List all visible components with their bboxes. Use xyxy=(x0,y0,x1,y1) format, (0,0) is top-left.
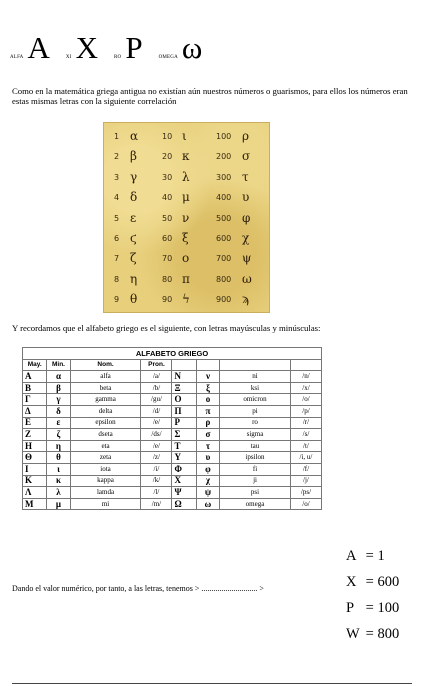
papyrus-number: 200 xyxy=(216,152,232,162)
papyrus-numeral-image xyxy=(103,122,270,313)
header-label-alfa: ALFA xyxy=(10,55,24,60)
table-cell: I xyxy=(23,463,47,475)
papyrus-number: 70 xyxy=(162,254,173,264)
papyrus-greek-numeral: ϛ xyxy=(130,231,137,245)
intro-paragraph: Como en la matemática griega antigua no existían aún nuestros números o guarismos, para ellos los números eran estas mismas letras con la siguiente correlación xyxy=(12,86,408,106)
papyrus-greek-numeral: μ xyxy=(182,190,190,205)
papyrus-greek-numeral: θ xyxy=(130,292,138,307)
table-cell: M xyxy=(23,498,47,510)
bottom-divider xyxy=(12,683,412,684)
papyrus-row xyxy=(104,251,269,272)
table-cell: /k/ xyxy=(141,475,172,487)
alphabet-intro-paragraph: Y recordamos que el alfabeto griego es el siguiente, con letras mayúsculas y minúsculas: xyxy=(12,323,321,333)
papyrus-number: 6 xyxy=(114,234,120,243)
table-cell: γ xyxy=(47,394,70,406)
header-letter-alfa: A xyxy=(27,30,50,65)
table-cell: omicron xyxy=(220,394,291,406)
value-letter: P xyxy=(346,600,355,616)
table-cell: ro xyxy=(220,417,291,429)
papyrus-number: 600 xyxy=(216,234,232,243)
table-cell: ni xyxy=(220,371,291,383)
papyrus-number: 2 xyxy=(114,152,120,162)
table-cell: Γ xyxy=(23,394,47,406)
value-letter: W xyxy=(346,626,360,642)
table-cell: /o/ xyxy=(290,394,321,406)
table-cell: μ xyxy=(47,498,70,510)
papyrus-greek-numeral: λ xyxy=(182,169,190,184)
value-letter: X xyxy=(346,574,357,590)
papyrus-row xyxy=(104,272,269,293)
table-cell: ν xyxy=(196,371,219,383)
table-cell: E xyxy=(23,417,47,429)
papyrus-number: 20 xyxy=(162,152,173,162)
papyrus-greek-numeral: ν xyxy=(182,210,190,225)
papyrus-greek-numeral: β xyxy=(130,149,137,164)
table-cell: /r/ xyxy=(290,417,321,429)
table-cell: /e/ xyxy=(141,440,172,452)
papyrus-greek-numeral: ω xyxy=(242,271,252,286)
papyrus-number: 4 xyxy=(114,193,120,203)
header-letter-ro: P xyxy=(125,30,143,65)
papyrus-number: 10 xyxy=(162,132,173,141)
value-letter: A xyxy=(346,548,357,564)
table-cell: /gu/ xyxy=(141,394,172,406)
table-cell: sigma xyxy=(220,429,291,441)
table-header-empty xyxy=(196,359,219,371)
table-cell: dseta xyxy=(70,429,141,441)
table-cell: ξ xyxy=(196,382,219,394)
table-header-pron: Pron. xyxy=(141,359,172,371)
papyrus-number: 90 xyxy=(162,295,173,305)
table-cell: Φ xyxy=(172,463,196,475)
papyrus-number: 500 xyxy=(216,213,232,223)
table-cell: υ xyxy=(196,452,219,464)
table-cell: alfa xyxy=(70,371,141,383)
table-row xyxy=(23,498,322,510)
table-cell: ρ xyxy=(196,417,219,429)
table-cell: /z/ xyxy=(141,452,172,464)
table-cell: P xyxy=(172,417,196,429)
table-header-empty xyxy=(290,359,321,371)
papyrus-greek-numeral: ψ xyxy=(242,251,252,266)
value-number: 100 xyxy=(377,600,400,616)
papyrus-number: 7 xyxy=(114,254,120,264)
table-cell: /m/ xyxy=(141,498,172,510)
table-cell: B xyxy=(23,382,47,394)
header-label-xi: XI xyxy=(65,55,72,60)
table-cell: ε xyxy=(47,417,70,429)
table-cell: delta xyxy=(70,405,141,417)
table-row xyxy=(23,382,322,394)
table-cell: ι xyxy=(47,463,70,475)
table-cell: θ xyxy=(47,452,70,464)
table-cell: ψ xyxy=(196,487,219,499)
table-cell: /p/ xyxy=(290,405,321,417)
papyrus-number: 700 xyxy=(216,254,232,264)
table-cell: φ xyxy=(196,463,219,475)
table-cell: η xyxy=(47,440,70,452)
table-cell: /o/ xyxy=(290,498,321,510)
table-header-min: Min. xyxy=(47,359,70,371)
table-cell: Σ xyxy=(172,429,196,441)
papyrus-number: 9 xyxy=(114,295,120,305)
table-cell: Ψ xyxy=(172,487,196,499)
table-cell: Π xyxy=(172,405,196,417)
value-row: X = 600 xyxy=(346,574,400,590)
table-cell: /ps/ xyxy=(290,487,321,499)
table-cell: O xyxy=(172,394,196,406)
papyrus-greek-numeral: ε xyxy=(130,210,137,225)
table-cell: eta xyxy=(70,440,141,452)
table-cell: N xyxy=(172,371,196,383)
papyrus-number: 400 xyxy=(216,193,232,203)
table-row xyxy=(23,405,322,417)
table-cell: χ xyxy=(196,475,219,487)
table-cell: /n/ xyxy=(290,371,321,383)
table-cell: ksi xyxy=(220,382,291,394)
header-letter-omega: ω xyxy=(181,30,203,65)
table-cell: kappa xyxy=(70,475,141,487)
table-cell: α xyxy=(47,371,70,383)
table-cell: /d/ xyxy=(141,405,172,417)
title-row xyxy=(10,30,202,70)
papyrus-number: 800 xyxy=(216,274,232,284)
papyrus-row xyxy=(104,211,269,232)
table-cell: Λ xyxy=(23,487,47,499)
papyrus-row xyxy=(104,190,269,211)
papyrus-number: 5 xyxy=(114,213,120,223)
table-cell: /x/ xyxy=(290,382,321,394)
table-row xyxy=(23,452,322,464)
table-row xyxy=(23,487,322,499)
papyrus-greek-numeral: η xyxy=(130,271,138,286)
papyrus-row xyxy=(104,149,269,170)
papyrus-greek-numeral: ζ xyxy=(130,251,137,266)
table-cell: ipsilon xyxy=(220,452,291,464)
table-row xyxy=(23,371,322,383)
table-row xyxy=(23,429,322,441)
table-caption: ALFABETO GRIEGO xyxy=(23,348,322,360)
table-cell: o xyxy=(196,394,219,406)
papyrus-number: 80 xyxy=(162,274,173,284)
papyrus-greek-numeral: ϡ xyxy=(242,292,249,307)
table-cell: iota xyxy=(70,463,141,475)
table-cell: T xyxy=(172,440,196,452)
table-cell: A xyxy=(23,371,47,383)
table-cell: /s/ xyxy=(290,429,321,441)
table-cell: /f/ xyxy=(290,463,321,475)
papyrus-number: 1 xyxy=(114,132,120,141)
papyrus-greek-numeral: σ xyxy=(242,149,251,164)
table-header-empty xyxy=(172,359,196,371)
header-letter-xi: X xyxy=(75,30,98,65)
value-number: 600 xyxy=(377,574,400,590)
table-cell: λ xyxy=(47,487,70,499)
table-cell: /ds/ xyxy=(141,429,172,441)
value-number: 800 xyxy=(377,626,400,642)
table-header-empty xyxy=(220,359,291,371)
papyrus-row xyxy=(104,292,269,313)
papyrus-number: 60 xyxy=(162,234,173,243)
table-cell: ω xyxy=(196,498,219,510)
table-cell: /i/ xyxy=(141,463,172,475)
table-cell: X xyxy=(172,475,196,487)
value-row: P = 100 xyxy=(346,600,400,616)
table-cell: pi xyxy=(220,405,291,417)
papyrus-greek-numeral: ρ xyxy=(242,129,250,143)
table-row xyxy=(23,475,322,487)
table-cell: π xyxy=(196,405,219,417)
table-cell: Δ xyxy=(23,405,47,417)
table-cell: κ xyxy=(47,475,70,487)
value-row: A = 1 xyxy=(346,548,385,564)
papyrus-greek-numeral: φ xyxy=(242,210,251,225)
table-cell: gamma xyxy=(70,394,141,406)
papyrus-greek-numeral: δ xyxy=(130,190,138,205)
table-cell: δ xyxy=(47,405,70,417)
papyrus-number: 3 xyxy=(114,172,120,182)
value-row: W = 800 xyxy=(346,626,400,642)
papyrus-number: 30 xyxy=(162,172,173,182)
papyrus-greek-numeral: ϟ xyxy=(182,292,190,307)
table-cell: beta xyxy=(70,382,141,394)
papyrus-number: 900 xyxy=(216,295,232,305)
table-cell: omega xyxy=(220,498,291,510)
papyrus-number: 300 xyxy=(216,172,232,182)
greek-alphabet-table xyxy=(22,347,322,510)
letter-values xyxy=(346,548,399,652)
table-header-nom: Nom. xyxy=(70,359,141,371)
papyrus-greek-numeral: π xyxy=(182,271,190,286)
header-label-ro: RO xyxy=(113,55,122,60)
papyrus-greek-numeral: γ xyxy=(130,169,138,184)
table-row xyxy=(23,394,322,406)
value-number: 1 xyxy=(377,548,385,564)
table-cell: /a/ xyxy=(141,371,172,383)
table-cell: Θ xyxy=(23,452,47,464)
papyrus-row xyxy=(104,129,269,150)
table-cell: H xyxy=(23,440,47,452)
table-row xyxy=(23,440,322,452)
papyrus-greek-numeral: χ xyxy=(242,231,250,245)
table-cell: Ω xyxy=(172,498,196,510)
table-cell: mi xyxy=(70,498,141,510)
papyrus-greek-numeral: κ xyxy=(182,149,190,164)
table-cell: τ xyxy=(196,440,219,452)
table-cell: /j/ xyxy=(290,475,321,487)
table-header-may: May. xyxy=(23,359,47,371)
table-cell: K xyxy=(23,475,47,487)
table-cell: fi xyxy=(220,463,291,475)
table-row xyxy=(23,417,322,429)
papyrus-row xyxy=(104,170,269,191)
papyrus-number: 100 xyxy=(216,132,232,141)
table-cell: tau xyxy=(220,440,291,452)
papyrus-greek-numeral: ο xyxy=(182,251,190,266)
papyrus-greek-numeral: ξ xyxy=(182,231,189,245)
table-cell: psi xyxy=(220,487,291,499)
table-cell: lamda xyxy=(70,487,141,499)
papyrus-greek-numeral: υ xyxy=(242,190,250,205)
table-cell: /l/ xyxy=(141,487,172,499)
table-cell: /e/ xyxy=(141,417,172,429)
papyrus-number: 50 xyxy=(162,213,173,223)
table-cell: ζ xyxy=(47,429,70,441)
table-cell: ji xyxy=(220,475,291,487)
papyrus-greek-numeral: α xyxy=(130,129,139,143)
table-row xyxy=(23,463,322,475)
dando-paragraph: Dando el valor numérico, por tanto, a las letras, tenemos > ............................ > xyxy=(12,584,264,593)
papyrus-row xyxy=(104,231,269,252)
papyrus-number: 40 xyxy=(162,193,173,203)
table-cell: /t/ xyxy=(290,440,321,452)
table-cell: σ xyxy=(196,429,219,441)
table-cell: epsilon xyxy=(70,417,141,429)
papyrus-greek-numeral: τ xyxy=(242,169,249,184)
table-cell: Ξ xyxy=(172,382,196,394)
table-cell: β xyxy=(47,382,70,394)
header-label-omega: OMEGA xyxy=(158,55,178,60)
papyrus-greek-numeral: ι xyxy=(182,129,187,143)
table-cell: Y xyxy=(172,452,196,464)
table-cell: zeta xyxy=(70,452,141,464)
table-cell: /b/ xyxy=(141,382,172,394)
table-cell: /i, u/ xyxy=(290,452,321,464)
table-cell: Z xyxy=(23,429,47,441)
papyrus-number: 8 xyxy=(114,274,120,284)
